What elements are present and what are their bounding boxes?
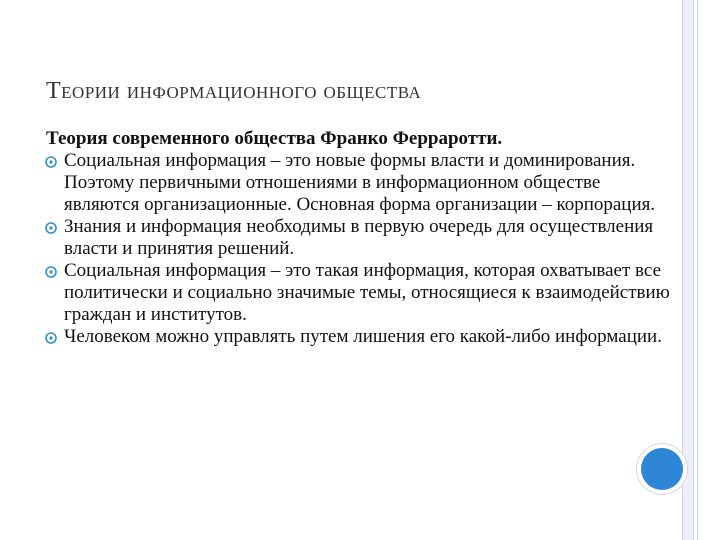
bullet-item xyxy=(46,326,676,348)
slide-content xyxy=(46,128,676,348)
gear-bullet-icon xyxy=(44,155,58,169)
decorative-circle xyxy=(641,448,683,490)
bullet-item xyxy=(46,150,676,216)
bullet-text: Социальная информация – это такая информация, которая охватывает все политически и социально значимые темы, относящиеся к взаимодействию граждан и институтов. xyxy=(64,260,670,325)
slide-title: Теории информационного общества xyxy=(46,78,422,104)
decorative-side-band xyxy=(682,0,694,540)
decorative-side-line xyxy=(697,0,698,540)
bullet-text: Знания и информация необходимы в первую очередь для осуществления власти и принятия решений. xyxy=(64,216,654,259)
bullet-list xyxy=(46,150,676,348)
gear-bullet-icon xyxy=(44,221,58,235)
gear-bullet-icon xyxy=(44,331,58,345)
bullet-item xyxy=(46,216,676,260)
slide-subheading: Теория современного общества Франко Ферраротти. xyxy=(46,128,503,149)
bullet-text: Человеком можно управлять путем лишения его какой-либо информации. xyxy=(64,326,662,347)
bullet-item xyxy=(46,260,676,326)
bullet-text: Социальная информация – это новые формы власти и доминирования. Поэтому первичными отношениями в информационном обществе являются организационные. Основная форма организации – корпорация. xyxy=(64,150,656,215)
gear-bullet-icon xyxy=(44,265,58,279)
